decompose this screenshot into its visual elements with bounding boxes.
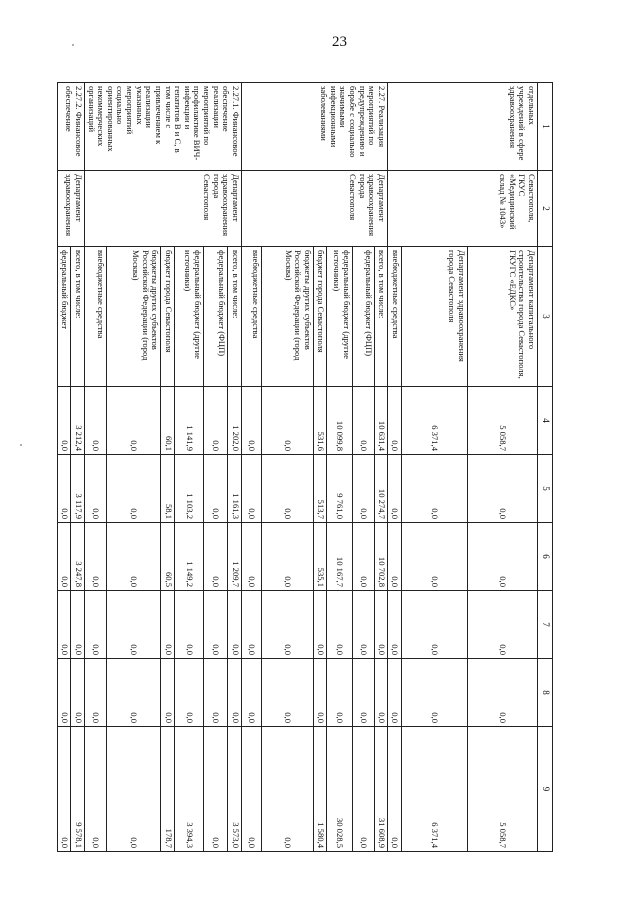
column-number: 9 (538, 727, 553, 852)
amount-cell: 1 209,7 (227, 523, 241, 591)
amount-cell: 1 161,3 (227, 455, 241, 523)
amount-cell: 0,0 (85, 523, 107, 591)
amount-cell: 0,0 (106, 727, 161, 852)
amount-cell: 0,0 (242, 727, 262, 852)
amount-cell: 0,0 (106, 523, 161, 591)
source-cell: внебюджетные средства (242, 247, 262, 387)
amount-cell: 0,0 (375, 659, 388, 727)
amount-cell: 5 058,7 (468, 387, 538, 455)
amount-cell: 0,0 (203, 659, 227, 727)
amount-cell: 0,0 (227, 591, 241, 659)
amount-cell: 0,0 (175, 659, 203, 727)
amount-cell: 0,0 (106, 455, 161, 523)
amount-cell: 0,0 (314, 659, 327, 727)
source-cell: федеральный бюджет (ФЦП) (203, 247, 227, 387)
source-cell: федеральный бюджет (ФЦП) (353, 247, 375, 387)
amount-cell: 0,0 (468, 455, 538, 523)
amount-cell: 0,0 (58, 455, 71, 523)
amount-cell: 0,0 (388, 591, 402, 659)
rotated-table-area (60, 82, 553, 851)
amount-cell: 0,0 (468, 659, 538, 727)
table-row (468, 83, 538, 852)
scan-speck (20, 444, 22, 446)
amount-cell: 0,0 (85, 455, 107, 523)
source-cell: федеральный бюджет (другие источники) (327, 247, 353, 387)
source-cell: бюджеты других субъектов Российской Федерации (город Москва) (106, 247, 161, 387)
amount-cell: 58,1 (161, 455, 175, 523)
amount-cell: 178,7 (161, 727, 175, 852)
table-row (71, 83, 85, 852)
executor-cell: Департамент здравоохранения города Севастополя (242, 171, 388, 247)
amount-cell: 60,1 (161, 387, 175, 455)
amount-cell: 0,0 (262, 727, 314, 852)
amount-cell: 0,0 (58, 659, 71, 727)
scan-speck (72, 44, 74, 46)
amount-cell: 0,0 (175, 591, 203, 659)
amount-cell: 6 371,4 (402, 387, 468, 455)
amount-cell: 1 149,2 (175, 523, 203, 591)
amount-cell: 5 058,7 (468, 727, 538, 852)
column-number: 5 (538, 455, 553, 523)
amount-cell: 0,0 (242, 523, 262, 591)
amount-cell: 10 631,4 (375, 387, 388, 455)
amount-cell: 0,0 (468, 591, 538, 659)
amount-cell: 9 578,1 (71, 727, 85, 852)
amount-cell: 0,0 (402, 591, 468, 659)
amount-cell: 0,0 (327, 659, 353, 727)
amount-cell: 0,0 (262, 659, 314, 727)
amount-cell: 3 394,3 (175, 727, 203, 852)
amount-cell: 0,0 (242, 387, 262, 455)
amount-cell: 1 103,2 (175, 455, 203, 523)
amount-cell: 0,0 (242, 455, 262, 523)
amount-cell: 0,0 (203, 523, 227, 591)
column-number: 6 (538, 523, 553, 591)
source-cell: Департамент здравоохранения города Севастополя (402, 247, 468, 387)
column-number: 4 (538, 387, 553, 455)
amount-cell: 0,0 (203, 387, 227, 455)
column-number-row (538, 83, 553, 852)
amount-cell: 0,0 (203, 727, 227, 852)
source-cell: федеральный бюджет (другие источники) (175, 247, 203, 387)
amount-cell: 0,0 (262, 591, 314, 659)
amount-cell: 0,0 (388, 523, 402, 591)
amount-cell: 10 167,7 (327, 523, 353, 591)
table-row (375, 83, 388, 852)
amount-cell: 9 761,0 (327, 455, 353, 523)
amount-cell: 0,0 (85, 659, 107, 727)
amount-cell: 1 141,9 (175, 387, 203, 455)
source-cell: бюджет города Севастополя (314, 247, 327, 387)
amount-cell: 0,0 (71, 591, 85, 659)
amount-cell: 0,0 (161, 659, 175, 727)
source-cell: бюджеты других субъектов Российской Федерации (город Москва) (262, 247, 314, 387)
program-cell: 2.27. Реализация мероприятий по предупреждению и борьбе с социально значимыми инфекционными заболеваниями (242, 83, 388, 171)
source-cell: всего, в том числе: (375, 247, 388, 387)
amount-cell: 0,0 (402, 455, 468, 523)
amount-cell: 0,0 (106, 591, 161, 659)
source-cell: Департамент капитального строительства города Севастополя, ГКУГС «ЕДКС» (468, 247, 538, 387)
source-cell: бюджет города Севастополя (161, 247, 175, 387)
page-number: 23 (332, 34, 347, 50)
amount-cell: 1 202,0 (227, 387, 241, 455)
amount-cell: 0,0 (402, 523, 468, 591)
source-cell: внебюджетные средства (388, 247, 402, 387)
amount-cell: 0,0 (327, 591, 353, 659)
amount-cell: 0,0 (388, 727, 402, 852)
table-row (227, 83, 241, 852)
amount-cell: 0,0 (227, 659, 241, 727)
amount-cell: 31 608,9 (375, 727, 388, 852)
amount-cell: 0,0 (58, 387, 71, 455)
amount-cell: 0,0 (262, 387, 314, 455)
amount-cell: 0,0 (203, 591, 227, 659)
financing-table (57, 82, 553, 852)
column-number: 1 (538, 83, 553, 171)
amount-cell: 0,0 (161, 591, 175, 659)
amount-cell: 1 580,4 (314, 727, 327, 852)
amount-cell: 60,5 (161, 523, 175, 591)
amount-cell: 0,0 (375, 591, 388, 659)
amount-cell: 531,6 (314, 387, 327, 455)
executor-cell: Департамент здравоохранения (58, 171, 85, 247)
amount-cell: 0,0 (353, 659, 375, 727)
amount-cell: 6 371,4 (402, 727, 468, 852)
amount-cell: 10 274,7 (375, 455, 388, 523)
amount-cell: 0,0 (85, 727, 107, 852)
amount-cell: 0,0 (58, 727, 71, 852)
source-cell: всего, в том числе: (227, 247, 241, 387)
amount-cell: 535,1 (314, 523, 327, 591)
amount-cell: 0,0 (106, 659, 161, 727)
amount-cell: 0,0 (262, 455, 314, 523)
amount-cell: 10 702,8 (375, 523, 388, 591)
program-cell: 2.27.2. Финансовое обеспечение (58, 83, 85, 171)
amount-cell: 3 212,4 (71, 387, 85, 455)
amount-cell: 0,0 (353, 591, 375, 659)
amount-cell: 0,0 (314, 591, 327, 659)
column-number: 8 (538, 659, 553, 727)
amount-cell: 0,0 (353, 727, 375, 852)
table-body (58, 83, 553, 852)
amount-cell: 0,0 (353, 455, 375, 523)
amount-cell: 0,0 (85, 591, 107, 659)
program-cell: отдельных учреждений в сфере здравоохранения (388, 83, 538, 171)
program-cell: 2.27.1. Финансовое обеспечение реализации мероприятий по профилактике ВИЧ-инфекции и гепатитов В и С, в том числе с привлечением к реализации указанных мероприятий социально ориентированных некоммерческих организаций (85, 83, 242, 171)
amount-cell: 3 117,9 (71, 455, 85, 523)
amount-cell: 0,0 (353, 387, 375, 455)
amount-cell: 0,0 (468, 523, 538, 591)
executor-cell: Севастополя, ГКУС «Медицинский склад № 1043» (388, 171, 538, 247)
amount-cell: 513,7 (314, 455, 327, 523)
amount-cell: 0,0 (388, 387, 402, 455)
amount-cell: 0,0 (203, 455, 227, 523)
amount-cell: 30 028,5 (327, 727, 353, 852)
amount-cell: 3 247,8 (71, 523, 85, 591)
amount-cell: 0,0 (242, 591, 262, 659)
amount-cell: 0,0 (85, 387, 107, 455)
amount-cell: 0,0 (402, 659, 468, 727)
amount-cell: 0,0 (353, 523, 375, 591)
amount-cell: 0,0 (58, 591, 71, 659)
amount-cell: 0,0 (262, 523, 314, 591)
column-number: 7 (538, 591, 553, 659)
source-cell: всего, в том числе: (71, 247, 85, 387)
amount-cell: 0,0 (242, 659, 262, 727)
executor-cell: Департамент здравоохранения города Севастополя (85, 171, 242, 247)
source-cell: внебюджетные средства (85, 247, 107, 387)
amount-cell: 0,0 (388, 455, 402, 523)
source-cell: федеральный бюджет (58, 247, 71, 387)
amount-cell: 0,0 (71, 659, 85, 727)
amount-cell: 0,0 (58, 523, 71, 591)
amount-cell: 10 099,8 (327, 387, 353, 455)
amount-cell: 0,0 (388, 659, 402, 727)
amount-cell: 3 573,0 (227, 727, 241, 852)
amount-cell: 0,0 (106, 387, 161, 455)
column-number: 2 (538, 171, 553, 247)
column-number: 3 (538, 247, 553, 387)
